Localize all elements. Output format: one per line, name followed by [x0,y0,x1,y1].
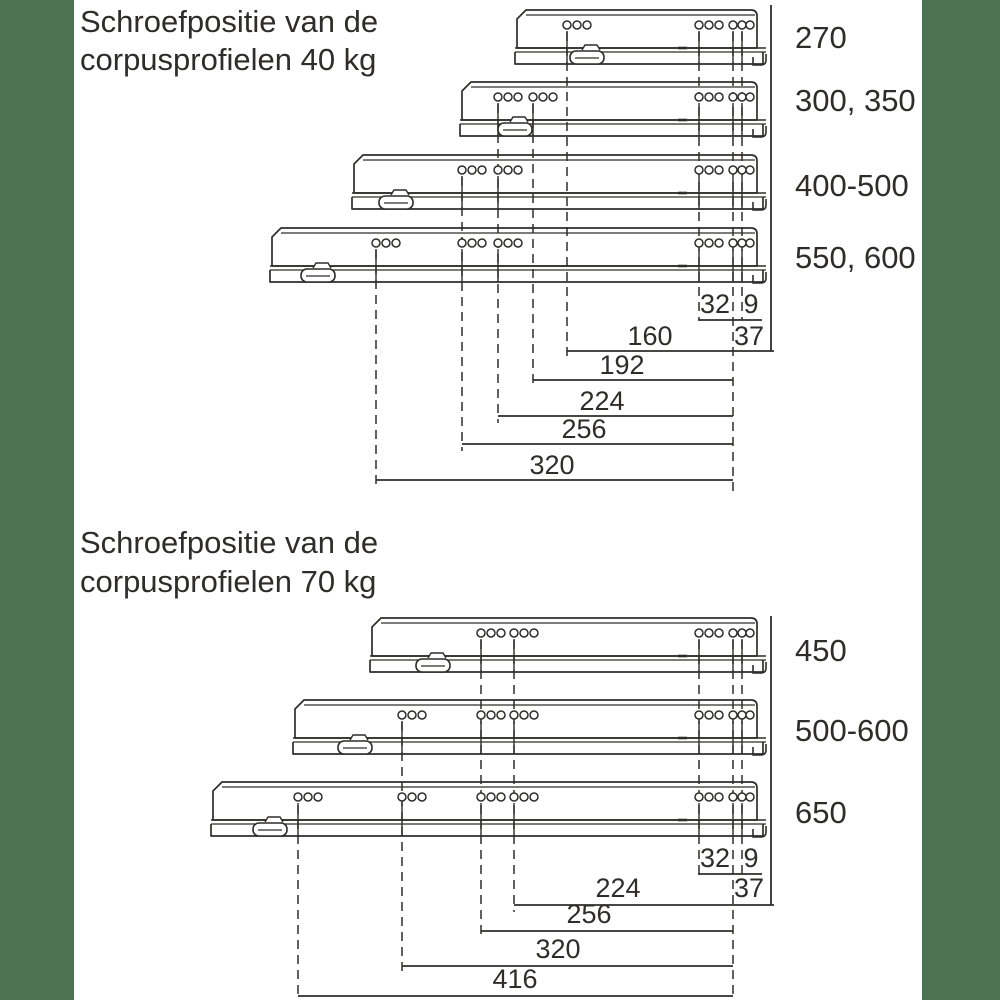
screw-hole [510,711,518,719]
rail-lower-channel [211,824,763,836]
screw-hole [715,21,723,29]
screw-hole [468,166,476,174]
screw-hole [510,629,518,637]
screw-hole [477,711,485,719]
screw-hole [530,629,538,637]
screw-hole [729,711,737,719]
screw-hole [738,793,746,801]
screw-hole [705,166,713,174]
screw-hole [705,793,713,801]
screw-hole [729,793,737,801]
screw-hole [729,21,737,29]
dim-label-224-top: 224 [579,386,625,416]
section-title-70kg-line2: corpusprofielen 70 kg [80,564,377,599]
screw-hole [746,629,754,637]
screw-hole [715,93,723,101]
screw-hole [520,793,528,801]
screw-hole [573,21,581,29]
dim-label-160-top: 160 [627,321,673,351]
screw-hole [408,711,416,719]
rail-length-label-650: 650 [795,795,847,830]
dim-label-320-bottom: 320 [535,934,581,964]
screw-hole [458,166,466,174]
screw-hole [314,793,322,801]
screw-hole [705,93,713,101]
dim-label-32-bottom: 32 [699,843,731,873]
rail-length-label-450: 450 [795,633,847,668]
screw-hole [715,711,723,719]
rail-length-label-270: 270 [795,20,847,55]
rail-450 [370,618,766,673]
screw-hole [705,711,713,719]
screw-hole [695,239,703,247]
dim-label-256-bottom: 256 [566,899,612,929]
screw-hole [583,21,591,29]
rail-body [272,228,757,266]
rail-length-label-550-600: 550, 600 [795,240,916,275]
screw-hole [746,711,754,719]
dim-label-37-top: 37 [733,321,765,351]
section-title-70kg-line1: Schroefpositie van de [80,525,379,560]
screw-hole [458,239,466,247]
screw-hole [382,239,390,247]
rail-lower-channel [515,52,763,64]
screw-hole [705,21,713,29]
screw-hole [695,93,703,101]
rail-length-label-500-600: 500-600 [795,713,909,748]
screw-hole [705,239,713,247]
screw-hole [530,793,538,801]
screw-hole [497,711,505,719]
screw-hole [715,629,723,637]
dim-label-32-top: 32 [699,289,731,319]
latch-bump [265,817,283,822]
screw-hole [746,239,754,247]
screw-hole [746,166,754,174]
screw-hole [477,793,485,801]
screw-hole [487,793,495,801]
dim-label-9-bottom: 9 [743,843,759,873]
left-margin-strip [0,0,74,1000]
screw-hole [504,93,512,101]
screw-hole [563,21,571,29]
latch-bump [510,117,528,122]
screw-hole [705,629,713,637]
rail-550-600 [270,228,766,283]
latch-bump [428,653,446,658]
screw-hole [746,21,754,29]
screw-hole [510,793,518,801]
dim-label-256-top: 256 [561,414,607,444]
screw-hole [478,166,486,174]
screw-hole [738,93,746,101]
rail-500-600 [293,700,766,755]
screw-hole [392,239,400,247]
section-title-40kg-line2: corpusprofielen 40 kg [80,42,377,77]
right-margin-strip [922,0,1000,1000]
screw-hole [539,93,547,101]
screw-hole [729,239,737,247]
screw-hole [497,629,505,637]
rail-body [213,782,757,820]
screw-hole [520,711,528,719]
screw-hole [729,166,737,174]
screw-hole [520,629,528,637]
rail-650 [211,782,766,837]
screw-hole [418,711,426,719]
screw-hole [504,166,512,174]
rail-270 [515,10,766,65]
screw-hole [497,793,505,801]
screw-hole [487,629,495,637]
screw-hole [695,711,703,719]
screw-hole [695,629,703,637]
section-title-40kg-line1: Schroefpositie van de [80,4,379,39]
rail-300-350 [460,82,766,137]
screw-hole [530,711,538,719]
screw-hole [494,166,502,174]
screw-hole [408,793,416,801]
latch-bump [582,45,600,50]
screw-hole [746,93,754,101]
screw-hole [695,21,703,29]
dim-label-224-bottom: 224 [595,873,641,903]
screw-hole [514,166,522,174]
screw-hole [738,166,746,174]
screw-hole [729,629,737,637]
screw-hole [738,711,746,719]
screw-hole [738,629,746,637]
latch-bump [313,263,331,268]
screw-hole [494,93,502,101]
screw-hole [304,793,312,801]
screw-hole [372,239,380,247]
rail-400-500 [352,155,766,210]
dim-label-320-top: 320 [529,450,575,480]
screw-hole [294,793,302,801]
screw-hole [514,239,522,247]
screw-hole [514,93,522,101]
rail-lower-channel [270,270,763,282]
screw-hole [478,239,486,247]
screw-hole [398,711,406,719]
screw-hole [477,629,485,637]
screw-hole [398,793,406,801]
screw-hole [729,93,737,101]
screw-hole [695,793,703,801]
rail-length-label-400-500: 400-500 [795,168,909,203]
screw-hole [738,239,746,247]
screw-hole [418,793,426,801]
screw-hole [738,21,746,29]
screw-holes-layer [294,21,754,801]
screw-hole [504,239,512,247]
screw-hole [468,239,476,247]
dimension-lines-top [376,320,774,480]
latch-bump [391,190,409,195]
screw-hole [715,166,723,174]
screw-hole [715,793,723,801]
dim-label-37-bottom: 37 [733,873,765,903]
dim-label-192-top: 192 [599,350,645,380]
screw-hole [715,239,723,247]
rail-length-label-300-350: 300, 350 [795,83,916,118]
screw-hole [529,93,537,101]
dim-label-416-bottom: 416 [492,964,538,994]
latch-bump [350,735,368,740]
screw-hole [494,239,502,247]
dim-label-9-top: 9 [743,289,759,319]
screw-hole [746,793,754,801]
screw-hole [549,93,557,101]
screw-hole [695,166,703,174]
screw-hole [487,711,495,719]
